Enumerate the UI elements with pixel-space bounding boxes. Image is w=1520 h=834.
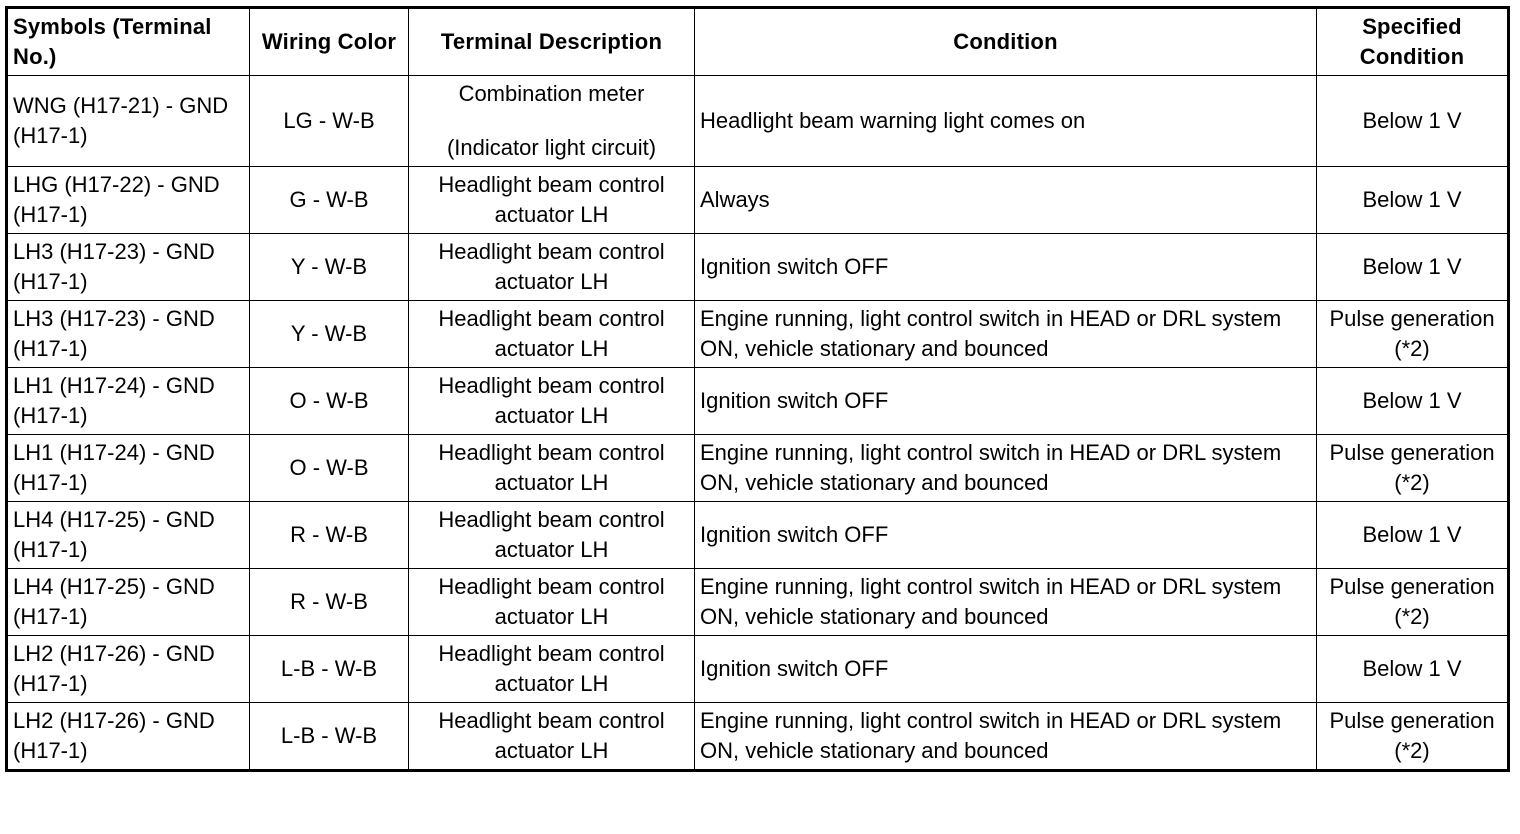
cell-symbols: WNG (H17-21) - GND (H17-1) bbox=[7, 76, 250, 167]
cell-condition: Ignition switch OFF bbox=[695, 636, 1317, 703]
cell-wiring-color: O - W-B bbox=[250, 368, 409, 435]
cell-terminal-description: Headlight beam control actuator LH bbox=[409, 502, 695, 569]
cell-wiring-color: L-B - W-B bbox=[250, 703, 409, 771]
cell-terminal-description: Headlight beam control actuator LH bbox=[409, 569, 695, 636]
cell-terminal-description: Headlight beam control actuator LH bbox=[409, 435, 695, 502]
cell-condition: Engine running, light control switch in HEAD or DRL system ON, vehicle stationary and bounced bbox=[695, 703, 1317, 771]
header-row bbox=[7, 8, 1509, 76]
cell-wiring-color: LG - W-B bbox=[250, 76, 409, 167]
cell-terminal-description bbox=[409, 76, 695, 167]
cell-symbols: LHG (H17-22) - GND (H17-1) bbox=[7, 167, 250, 234]
cell-wiring-color: O - W-B bbox=[250, 435, 409, 502]
cell-symbols: LH3 (H17-23) - GND (H17-1) bbox=[7, 234, 250, 301]
cell-specified-condition: Pulse generation (*2) bbox=[1317, 301, 1509, 368]
cell-terminal-description: Headlight beam control actuator LH bbox=[409, 167, 695, 234]
cell-condition: Always bbox=[695, 167, 1317, 234]
cell-wiring-color: R - W-B bbox=[250, 569, 409, 636]
table-row bbox=[7, 167, 1509, 234]
cell-condition: Ignition switch OFF bbox=[695, 502, 1317, 569]
table-row bbox=[7, 435, 1509, 502]
cell-wiring-color: G - W-B bbox=[250, 167, 409, 234]
cell-wiring-color: L-B - W-B bbox=[250, 636, 409, 703]
table-row bbox=[7, 234, 1509, 301]
header-terminal-description: Terminal Description bbox=[409, 8, 695, 76]
header-condition: Condition bbox=[695, 8, 1317, 76]
cell-terminal-description: Headlight beam control actuator LH bbox=[409, 636, 695, 703]
table-row bbox=[7, 569, 1509, 636]
cell-wiring-color: Y - W-B bbox=[250, 301, 409, 368]
cell-condition: Engine running, light control switch in HEAD or DRL system ON, vehicle stationary and bounced bbox=[695, 435, 1317, 502]
cell-terminal-description: Headlight beam control actuator LH bbox=[409, 301, 695, 368]
cell-specified-condition: Pulse generation (*2) bbox=[1317, 569, 1509, 636]
table-row bbox=[7, 301, 1509, 368]
cell-condition: Headlight beam warning light comes on bbox=[695, 76, 1317, 167]
cell-specified-condition: Below 1 V bbox=[1317, 76, 1509, 167]
table-row bbox=[7, 368, 1509, 435]
table-row bbox=[7, 76, 1509, 167]
header-symbols: Symbols (Terminal No.) bbox=[7, 8, 250, 76]
terminal-description-text: Combination meter bbox=[458, 81, 645, 106]
table-row bbox=[7, 636, 1509, 703]
cell-specified-condition: Pulse generation (*2) bbox=[1317, 703, 1509, 771]
cell-terminal-description: Headlight beam control actuator LH bbox=[409, 368, 695, 435]
cell-terminal-description: Headlight beam control actuator LH bbox=[409, 703, 695, 771]
cell-symbols: LH4 (H17-25) - GND (H17-1) bbox=[7, 569, 250, 636]
cell-specified-condition: Below 1 V bbox=[1317, 167, 1509, 234]
cell-symbols: LH4 (H17-25) - GND (H17-1) bbox=[7, 502, 250, 569]
cell-symbols: LH1 (H17-24) - GND (H17-1) bbox=[7, 368, 250, 435]
cell-specified-condition: Below 1 V bbox=[1317, 234, 1509, 301]
cell-condition: Ignition switch OFF bbox=[695, 234, 1317, 301]
header-specified-condition: Specified Condition bbox=[1317, 8, 1509, 76]
cell-specified-condition: Below 1 V bbox=[1317, 368, 1509, 435]
cell-wiring-color: Y - W-B bbox=[250, 234, 409, 301]
cell-symbols: LH2 (H17-26) - GND (H17-1) bbox=[7, 636, 250, 703]
cell-condition: Ignition switch OFF bbox=[695, 368, 1317, 435]
cell-symbols: LH1 (H17-24) - GND (H17-1) bbox=[7, 435, 250, 502]
cell-specified-condition: Below 1 V bbox=[1317, 502, 1509, 569]
terminal-description-note: (Indicator light circuit) bbox=[446, 135, 657, 160]
cell-condition: Engine running, light control switch in HEAD or DRL system ON, vehicle stationary and bounced bbox=[695, 569, 1317, 636]
cell-wiring-color: R - W-B bbox=[250, 502, 409, 569]
cell-symbols: LH3 (H17-23) - GND (H17-1) bbox=[7, 301, 250, 368]
cell-specified-condition: Below 1 V bbox=[1317, 636, 1509, 703]
cell-terminal-description: Headlight beam control actuator LH bbox=[409, 234, 695, 301]
terminal-spec-table bbox=[5, 6, 1510, 772]
cell-condition: Engine running, light control switch in HEAD or DRL system ON, vehicle stationary and bounced bbox=[695, 301, 1317, 368]
table-row bbox=[7, 502, 1509, 569]
cell-symbols: LH2 (H17-26) - GND (H17-1) bbox=[7, 703, 250, 771]
table-row bbox=[7, 703, 1509, 771]
header-wiring-color: Wiring Color bbox=[250, 8, 409, 76]
cell-specified-condition: Pulse generation (*2) bbox=[1317, 435, 1509, 502]
